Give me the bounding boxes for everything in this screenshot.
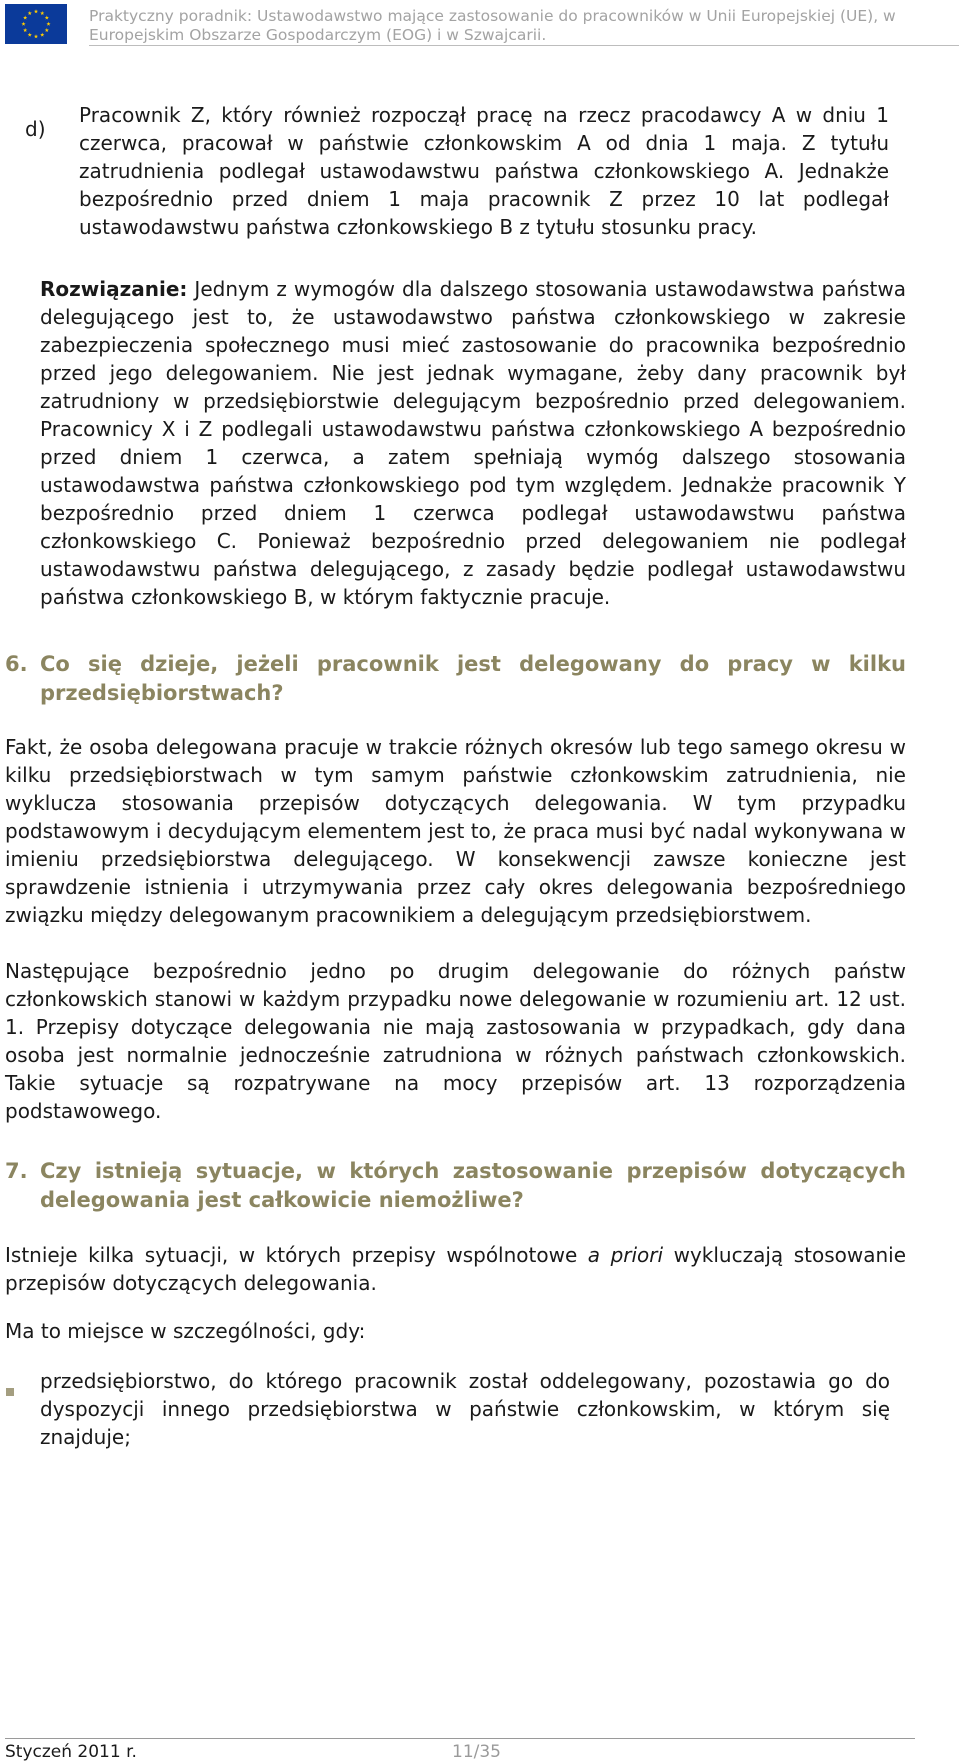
section-7-lead: Ma to miejsce w szczególności, gdy: xyxy=(5,1319,366,1343)
solution-paragraph xyxy=(40,275,906,611)
header-title: Praktyczny poradnik: Ustawodawstwo mające zastosowanie do pracowników w Unii Europejskiej (UE), w Europejskim Obszarze Gospodarczym (EOG) i w Szwajcarii. xyxy=(89,7,896,44)
solution-label: Rozwiązanie: xyxy=(40,277,188,301)
section-7-intro-after: wykluczają stosowanie przepisów dotyczących delegowania. xyxy=(5,1243,906,1295)
page-header xyxy=(5,4,955,44)
section-7-intro-before: Istnieje kilka sytuacji, w których przepisy wspólnotowe xyxy=(5,1243,588,1267)
section-6-paragraph-2: Następujące bezpośrednio jedno po drugim delegowanie do różnych państw członkowskich stanowi w każdym przypadku nowe delegowanie w rozumieniu art. 12 ust. 1. Przepisy dotyczące delegowania nie mają zastosowania w przypadkach, gdy dana osoba jest normalnie jednocześnie zatrudniona w różnych państwach członkowskich. Takie sytuacje są rozpatrywane na mocy przepisów art. 13 rozporządzenia podstawowego. xyxy=(5,959,906,1123)
section-6-title: Co się dzieje, jeżeli pracownik jest delegowany do pracy w kilku przedsiębiorstwach? xyxy=(40,652,906,705)
section-6-paragraph-1: Fakt, że osoba delegowana pracuje w trakcie różnych okresów lub tego samego okresu w kilku przedsiębiorstwach w tym samym państwie członkowskim zatrudnienia, nie wyklucza stosowania przepisów dotyczących delegowania. W tym przypadku podstawowym i decydującym elementem jest to, że praca musi być nadal wykonywana w imieniu przedsiębiorstwa delegującego. W konsekwencji zawsze konieczne jest sprawdzenie istnienia i utrzymywania przez cały okres delegowania bezpośredniego związku między delegowanym pracownikiem a delegującym przedsiębiorstwem. xyxy=(5,735,906,927)
section-7-intro xyxy=(5,1241,906,1297)
page-number: 11/35 xyxy=(452,1742,501,1762)
case-d-text: Pracownik Z, który również rozpoczął pracę na rzecz pracodawcy A w dniu 1 czerwca, pracował w państwie członkowskim A od dnia 1 maja. Z tytułu zatrudnienia podlegał ustawodawstwu państwa członkowskiego A. Jednakże bezpośrednio przed dniem 1 maja pracownik Z przez 10 lat podlegał ustawodawstwu państwa członkowskiego B z tytułu stosunku pracy. xyxy=(79,103,889,239)
solution-text: Jednym z wymogów dla dalszego stosowania ustawodawstwa państwa delegującego jest to, że ustawodawstwo państwa członkowskiego w zakresie zabezpieczenia społecznego musi mieć zastosowanie do pracownika bezpośrednio przed jego delegowaniem. Nie jest jednak wymagane, żeby dany pracownik był zatrudniony w przedsiębiorstwie delegującym bezpośrednio przed delegowaniem. Pracownicy X i Z podlegali ustawodawstwu państwa członkowskiego A bezpośrednio przed dniem 1 czerwca, a zatem spełniają wymóg dalszego stosowania ustawodawstwa państwa członkowskiego pod tym względem. Jednakże pracownik Y bezpośrednio przed dniem 1 czerwca podlegał ustawodawstwu państwa członkowskiego C. Ponieważ bezpośrednio przed delegowaniem nie podlegał ustawodawstwu państwa delegującego, z zasady będzie podlegał ustawodawstwu państwa członkowskiego B, w którym faktycznie pracuje. xyxy=(40,277,906,609)
section-7-number: 7. xyxy=(5,1159,28,1183)
header-divider xyxy=(89,45,959,46)
case-d-label: d) xyxy=(25,117,46,141)
eu-flag-icon xyxy=(5,4,67,44)
section-7-bullet-1: przedsiębiorstwo, do którego pracownik został oddelegowany, pozostawia go do dyspozycji innego przedsiębiorstwa w państwie członkowskim, w którym się znajduje; xyxy=(40,1369,890,1449)
section-6-number: 6. xyxy=(5,652,28,676)
footer-date: Styczeń 2011 r. xyxy=(5,1742,137,1762)
section-7-intro-italic: a priori xyxy=(587,1243,664,1267)
bullet-marker-icon xyxy=(6,1388,14,1396)
section-7-title: Czy istnieją sytuacje, w których zastosowanie przepisów dotyczących delegowania jest całkowicie niemożliwe? xyxy=(40,1159,906,1212)
footer-divider xyxy=(5,1738,915,1739)
